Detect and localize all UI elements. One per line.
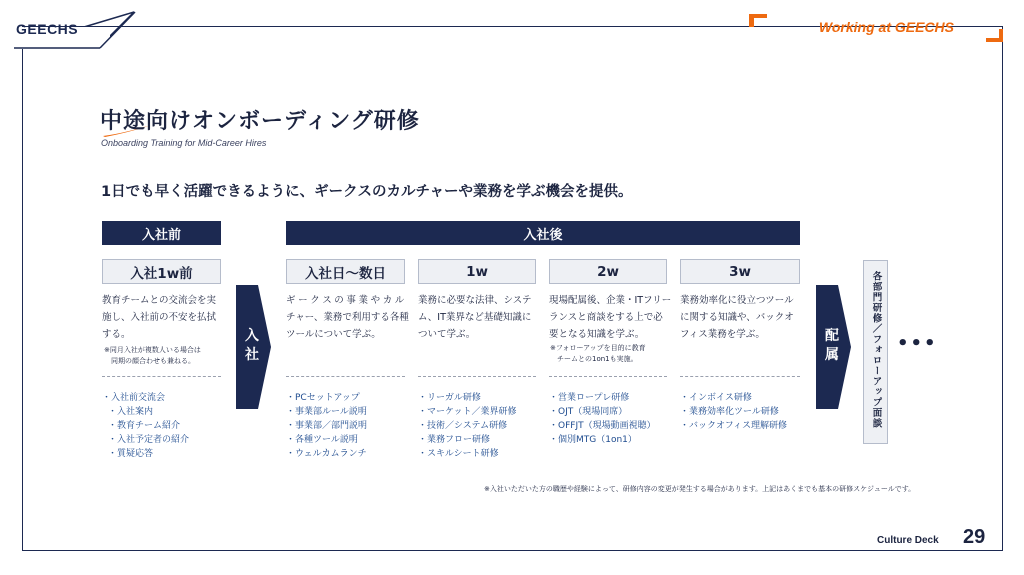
column-note	[104, 345, 201, 367]
list-item: ・OFFJT（現場動画視聴）	[549, 421, 656, 431]
arrow-char: 配	[825, 328, 839, 344]
list-item: ・入社前交流会	[102, 393, 166, 403]
column-desc	[286, 292, 411, 343]
followup-label: 各部門研修／フォローアップ面談	[870, 271, 882, 429]
column-head: 入社1w前	[102, 259, 221, 284]
desc-line: ついて学ぶ。	[418, 329, 476, 340]
desc-line: 施し、入社前の不安を払拭	[102, 312, 217, 323]
list-item: ・業務効率化ツール研修	[680, 407, 779, 417]
column-head: 1w	[418, 259, 536, 284]
phase-before-bar: 入社前	[102, 221, 221, 245]
join-arrow-label	[242, 327, 262, 365]
desc-line: ム、IT業界など基礎知識に	[418, 312, 532, 323]
list-item: ・入社予定者の紹介	[108, 435, 190, 445]
desc-line: ランスと商談をする上で必	[549, 312, 663, 323]
list-item: ・OJT（現場同席）	[549, 407, 628, 417]
desc-line: 業務に必要な法律、システ	[418, 295, 532, 306]
arrow-char: 属	[825, 347, 839, 363]
page-subtitle: Onboarding Training for Mid-Career Hires	[101, 138, 267, 148]
schedule-footnote: ※入社いただいた方の職歴や経験によって、研修内容の変更が発生する場合があります。上記はあくまでも基本の研修スケジュールです。	[484, 485, 916, 493]
phase-after-bar: 入社後	[286, 221, 800, 245]
note-line: 同期の顔合わせも兼ねる。	[104, 357, 195, 365]
list-item: ・スキルシート研修	[418, 449, 499, 459]
desc-line: 教育チームとの交流会を実	[102, 295, 217, 306]
list-item: ・入社案内	[108, 407, 154, 417]
corner-accent-top	[749, 14, 769, 28]
list-item: ・リーガル研修	[418, 393, 481, 403]
list-item: ・事業部ルール説明	[286, 407, 367, 417]
column-divider	[418, 376, 536, 377]
list-item: ・個別MTG（1on1）	[549, 435, 637, 445]
desc-line: 要となる知識を学ぶ。	[549, 329, 645, 340]
list-item: ・教育チーム紹介	[108, 421, 181, 431]
desc-line: に関する知識や、バックオ	[680, 312, 794, 323]
column-list	[102, 391, 189, 461]
list-item: ・各種ツール説明	[286, 435, 358, 445]
followup-box	[863, 260, 888, 444]
desc-line: 現場配属後、企業・ITフリー	[549, 295, 672, 306]
column-divider	[680, 376, 800, 377]
list-item: ・営業ロープレ研修	[549, 393, 630, 403]
desc-line: ツールについて学ぶ。	[286, 329, 381, 340]
list-item: ・業務フロー研修	[418, 435, 491, 445]
column-divider	[549, 376, 667, 377]
desc-line: 業務効率化に役立つツール	[680, 295, 794, 306]
list-item: ・質疑応答	[108, 449, 154, 459]
desc-line: ギークスの事業やカル	[286, 295, 407, 306]
list-item: ・インボイス研修	[680, 393, 752, 403]
column-divider	[286, 376, 405, 377]
assign-arrow-label	[822, 327, 842, 365]
arrow-char: 入	[245, 328, 259, 344]
deck-name: Culture Deck	[877, 535, 939, 546]
column-list	[286, 391, 367, 461]
ellipsis-dots: •••	[897, 333, 938, 354]
column-desc	[680, 292, 805, 343]
section-label: Working at GEECHS	[818, 19, 954, 35]
column-note	[550, 343, 646, 365]
column-head: 入社日〜数日	[286, 259, 405, 284]
brand-logo-text: GEECHS	[16, 21, 79, 37]
note-line: ※同月入社が複数人いる場合は	[104, 346, 201, 354]
column-head: 3w	[680, 259, 800, 284]
page-number: 29	[963, 526, 986, 548]
list-item: ・ウェルカムランチ	[286, 449, 367, 459]
list-item: ・PCセットアップ	[286, 393, 360, 403]
corner-accent-bottom	[986, 29, 1004, 43]
desc-line: する。	[102, 329, 131, 340]
column-divider	[102, 376, 221, 377]
column-list	[549, 391, 656, 447]
list-item: ・マーケット／業界研修	[418, 407, 517, 417]
note-line: ※フォローアップを目的に教育	[550, 344, 646, 352]
page-title: 中途向けオンボーディング研修	[100, 109, 420, 134]
desc-line: チャー、業務で利用する各種	[286, 312, 409, 323]
column-desc	[549, 292, 674, 343]
list-item: ・事業部／部門説明	[286, 421, 368, 431]
desc-line: フィス業務を学ぶ。	[680, 329, 765, 340]
column-head: 2w	[549, 259, 667, 284]
note-line: チームとの1on1も実施。	[550, 355, 638, 363]
column-list	[418, 391, 517, 461]
column-list	[680, 391, 787, 433]
list-item: ・技術／システム研修	[418, 421, 508, 431]
column-desc	[102, 292, 227, 343]
arrow-char: 社	[245, 347, 259, 363]
list-item: ・バックオフィス理解研修	[680, 421, 788, 431]
lead-text: 1日でも早く活躍できるように、ギークスのカルチャーや業務を学ぶ機会を提供。	[101, 184, 633, 200]
column-desc	[418, 292, 543, 343]
